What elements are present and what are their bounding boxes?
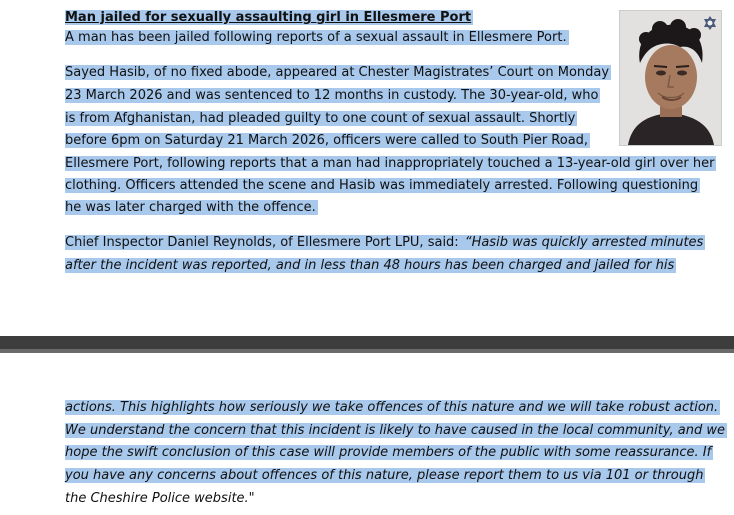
document-page-2 xyxy=(0,353,734,515)
article-title: Man jailed for sexually assaulting girl in Ellesmere Port xyxy=(65,10,472,25)
police-crest-icon xyxy=(703,15,717,31)
paragraph-line: Sayed Hasib, of no fixed abode, appeared at Chester Magistrates’ Court on Monday xyxy=(65,65,610,80)
quote-continued-line: you have any concerns about offences of this nature, please report them to us via 101 or through xyxy=(65,468,704,483)
page-break xyxy=(0,336,734,353)
paragraph-line: 23 March 2026 and was sentenced to 12 months in custody. The 30-year-old, who xyxy=(65,88,599,103)
suspect-photo xyxy=(619,10,722,146)
quote-continued-line: the Cheshire Police website." xyxy=(65,491,255,506)
quote-continued-line: actions. This highlights how seriously we take offences of this nature and we will take robust action. xyxy=(65,400,719,415)
paragraph-line: Ellesmere Port, following reports that a man had inappropriately touched a 13-year-old girl over her xyxy=(65,156,715,171)
paragraph-line: clothing. Officers attended the scene and Hasib was immediately arrested. Following questioning xyxy=(65,178,699,193)
article-lede: A man has been jailed following reports of a sexual assault in Ellesmere Port. xyxy=(65,30,567,45)
paragraph-line: he was later charged with the offence. xyxy=(65,200,316,215)
paragraph-line: before 6pm on Saturday 21 March 2026, officers were called to South Pier Road, xyxy=(65,133,589,148)
quote-continued-line: We understand the concern that this incident is likely to have caused in the local community, and we xyxy=(65,423,725,438)
quote-line: after the incident was reported, and in less than 48 hours has been charged and jailed for his xyxy=(65,258,675,273)
paragraph-line: is from Afghanistan, had pleaded guilty to one count of sexual assault. Shortly xyxy=(65,111,576,126)
quote-continued-line: hope the swift conclusion of this case will provide members of the public with some reassurance. If xyxy=(65,445,712,460)
portrait-illustration xyxy=(620,11,721,145)
quote-line: Chief Inspector Daniel Reynolds, of Ellesmere Port LPU, said: “Hasib was quickly arrested minutes xyxy=(65,235,704,250)
